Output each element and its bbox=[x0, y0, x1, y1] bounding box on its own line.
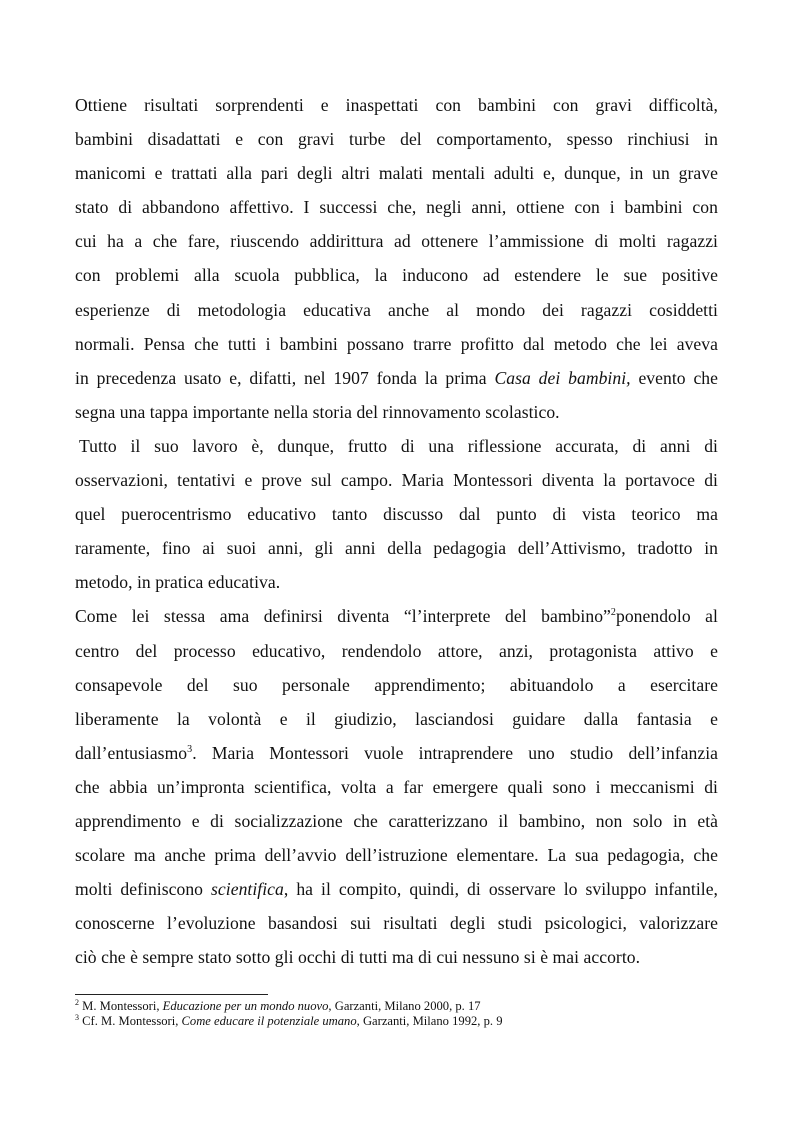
paragraph-1 bbox=[75, 88, 718, 429]
text-line bbox=[75, 361, 718, 395]
paragraph-3 bbox=[75, 599, 718, 974]
text-line: consapevole del suo personale apprendimento; abituandolo a esercitare bbox=[75, 674, 718, 695]
footnote-text: , Garzanti, Milano 2000, p. 17 bbox=[328, 999, 481, 1013]
text-fragment: dall’entusiasmo bbox=[75, 742, 188, 763]
text-line bbox=[75, 599, 718, 633]
footnote-ref[interactable]: 3 bbox=[187, 743, 193, 755]
footnote-2 bbox=[75, 999, 718, 1014]
text-line: conoscerne l’evoluzione basandosi sui risultati degli studi psicologici, valorizzare bbox=[75, 913, 718, 934]
text-line: raramente, fino ai suoi anni, gli anni della pedagogia dell’Attivismo, tradotto in bbox=[75, 538, 718, 559]
text-line: apprendimento e di socializzazione che caratterizzano il bambino, non solo in età bbox=[75, 810, 718, 831]
footnote-title: Come educare il potenziale umano bbox=[181, 1014, 357, 1028]
text-fragment: evento che bbox=[638, 367, 719, 388]
text-line: stato di abbandono affettivo. I successi che, negli anni, ottiene con i bambini con bbox=[75, 197, 718, 218]
text-line: segna una tappa importante nella storia del rinnovamento scolastico. bbox=[75, 401, 560, 422]
text-line: metodo, in pratica educativa. bbox=[75, 572, 281, 593]
footnote-title: Educazione per un mondo nuovo bbox=[162, 999, 329, 1013]
text-line: osservazioni, tentativi e prove sul campo. Maria Montessori diventa la portavoce di bbox=[75, 470, 718, 491]
footnote-3 bbox=[75, 1014, 718, 1029]
footnote-number: 3 bbox=[75, 1013, 79, 1022]
text-line: esperienze di metodologia educativa anche al mondo dei ragazzi cosiddetti bbox=[75, 299, 718, 320]
text-fragment: . Maria Montessori vuole intraprendere uno studio dell’infanzia bbox=[192, 742, 718, 763]
footnote-separator bbox=[75, 994, 268, 995]
italic-title: Casa dei bambini, bbox=[494, 367, 631, 388]
text-fragment: molti definiscono bbox=[75, 879, 204, 900]
footnotes bbox=[75, 994, 718, 1029]
text-line: Tutto il suo lavoro è, dunque, frutto di una riflessione accurata, di anni di bbox=[79, 435, 718, 456]
body-text bbox=[75, 88, 718, 974]
text-line: manicomi e trattati alla pari degli altri malati mentali adulti e, dunque, in un grave bbox=[75, 163, 718, 184]
text-fragment: ponendolo al bbox=[615, 606, 718, 627]
footnote-text: M. Montessori, bbox=[82, 999, 163, 1013]
text-line: normali. Pensa che tutti i bambini possano trarre profitto dal metodo che lei aveva bbox=[75, 333, 718, 354]
text-line: liberamente la volontà e il giudizio, lasciandosi guidare dalla fantasia e bbox=[75, 708, 718, 729]
footnote-text: , Garzanti, Milano 1992, p. 9 bbox=[356, 1014, 503, 1028]
italic-term: scientifica bbox=[211, 879, 284, 900]
footnote-text: Cf. M. Montessori, bbox=[82, 1014, 182, 1028]
footnote-number: 2 bbox=[75, 998, 79, 1007]
text-fragment: in precedenza usato e, difatti, nel 1907 fonda la prima bbox=[75, 367, 487, 388]
text-line: che abbia un’impronta scientifica, volta a far emergere quali sono i meccanismi di bbox=[75, 776, 718, 797]
text-line: Ottiene risultati sorprendenti e inaspettati con bambini con gravi difficoltà, bbox=[75, 95, 718, 115]
paragraph-2 bbox=[75, 429, 718, 599]
text-line bbox=[75, 736, 718, 770]
text-fragment: , ha il compito, quindi, di osservare lo sviluppo infantile, bbox=[283, 879, 719, 900]
text-fragment: Come lei stessa ama definirsi diventa “l’interprete del bambino” bbox=[75, 606, 611, 627]
text-line: centro del processo educativo, rendendolo attore, anzi, protagonista attivo e bbox=[75, 640, 718, 661]
text-line: con problemi alla scuola pubblica, la inducono ad estendere le sue positive bbox=[75, 265, 718, 286]
text-line bbox=[75, 872, 718, 906]
text-line: ciò che è sempre stato sotto gli occhi di tutti ma di cui nessuno si è mai accorto. bbox=[75, 947, 641, 968]
text-line: cui ha a che fare, riuscendo addirittura ad ottenere l’ammissione di molti ragazzi bbox=[75, 231, 718, 252]
footnote-ref[interactable]: 2 bbox=[610, 607, 616, 619]
text-line: bambini disadattati e con gravi turbe del comportamento, spesso rinchiusi in bbox=[75, 129, 718, 150]
text-line: quel puerocentrismo educativo tanto discusso dal punto di vista teorico ma bbox=[75, 504, 718, 525]
text-line: scolare ma anche prima dell’avvio dell’istruzione elementare. La sua pedagogia, che bbox=[75, 845, 718, 866]
